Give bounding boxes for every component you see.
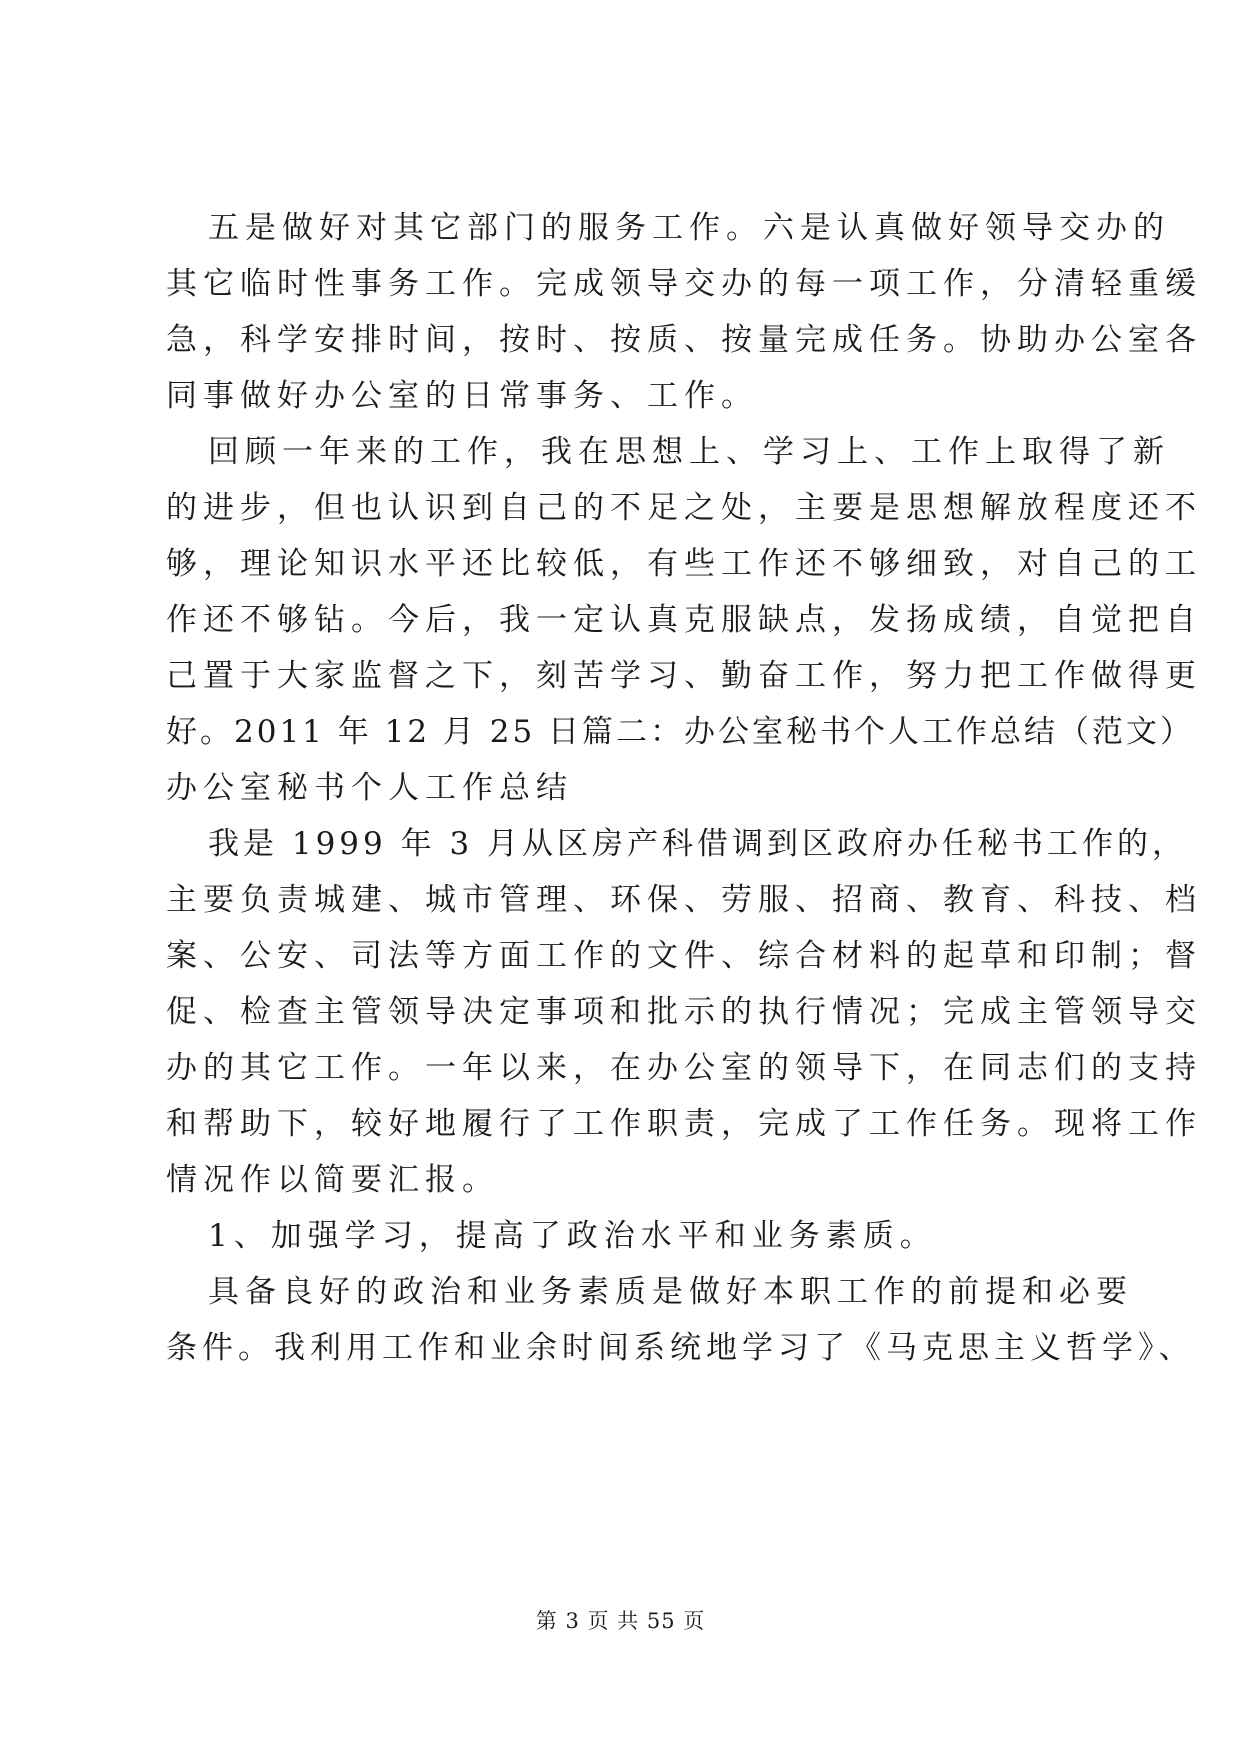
paragraph-line: 我是 1999 年 3 月从区房产科借调到区政府办任秘书工作的， (208, 826, 1188, 862)
paragraph-line: 急，科学安排时间，按时、按质、按量完成任务。协助办公室各 (166, 322, 1202, 358)
list-item-heading: 1、加强学习，提高了政治水平和业务素质。 (208, 1218, 937, 1254)
paragraph-line: 条件。我利用工作和业余时间系统地学习了《马克思主义哲学》、 (166, 1330, 1195, 1366)
paragraph-line: 够，理论知识水平还比较低，有些工作还不够细致，对自己的工 (166, 546, 1202, 582)
paragraph-line: 办的其它工作。一年以来，在办公室的领导下，在同志们的支持 (166, 1050, 1202, 1086)
paragraph-line: 案、公安、司法等方面工作的文件、综合材料的起草和印制；督 (166, 938, 1202, 974)
paragraph-line: 己置于大家监督之下，刻苦学习、勤奋工作，努力把工作做得更 (166, 658, 1202, 694)
paragraph-line: 促、检查主管领导决定事项和批示的执行情况；完成主管领导交 (166, 994, 1202, 1030)
paragraph-line: 的进步，但也认识到自己的不足之处，主要是思想解放程度还不 (166, 490, 1202, 526)
paragraph-line: 和帮助下，较好地履行了工作职责，完成了工作任务。现将工作 (166, 1106, 1202, 1142)
paragraph-line: 同事做好办公室的日常事务、工作。 (166, 378, 758, 414)
paragraph-line: 作还不够钻。今后，我一定认真克服缺点，发扬成绩，自觉把自 (166, 602, 1202, 638)
paragraph-line: 具备良好的政治和业务素质是做好本职工作的前提和必要 (208, 1274, 1133, 1310)
section-heading: 办公室秘书个人工作总结 (166, 770, 573, 806)
paragraph-line: 好。2011 年 12 月 25 日篇二：办公室秘书个人工作总结（范文） (166, 714, 1195, 750)
paragraph-line: 回顾一年来的工作，我在思想上、学习上、工作上取得了新 (208, 434, 1170, 470)
paragraph-line: 其它临时性事务工作。完成领导交办的每一项工作，分清轻重缓 (166, 266, 1202, 302)
paragraph-line: 情况作以简要汇报。 (166, 1162, 499, 1198)
paragraph-line: 五是做好对其它部门的服务工作。六是认真做好领导交办的 (208, 210, 1170, 246)
paragraph-line: 主要负责城建、城市管理、环保、劳服、招商、教育、科技、档 (166, 882, 1202, 918)
page-number-footer: 第 3 页 共 55 页 (535, 1609, 706, 1633)
